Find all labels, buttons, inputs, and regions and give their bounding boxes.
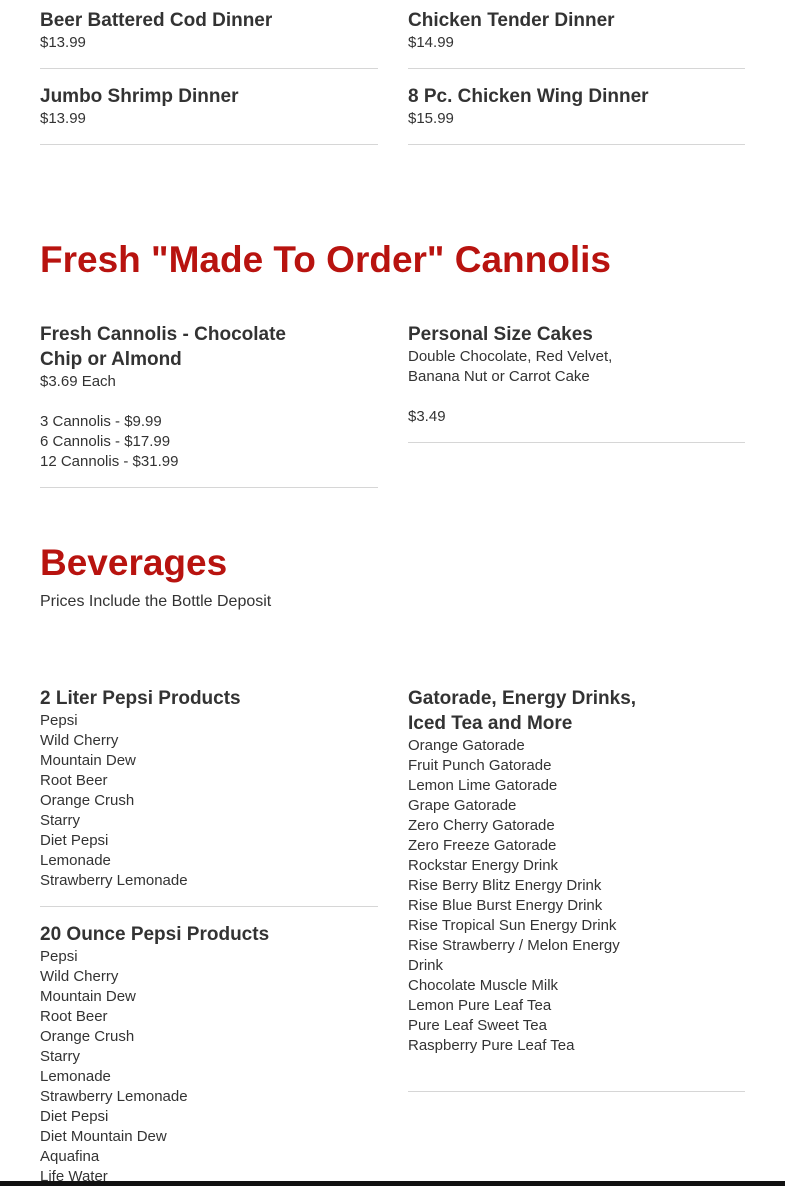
section-subtitle: Prices Include the Bottle Deposit bbox=[40, 593, 272, 610]
item-description-line-2: Banana Nut or Carrot Cake bbox=[408, 368, 590, 385]
item-option: 6 Cannolis - $17.99 bbox=[40, 433, 171, 450]
list-item: Zero Freeze Gatorade bbox=[408, 837, 557, 854]
section-title-beverages: Beverages bbox=[40, 542, 228, 583]
beverage-list bbox=[40, 947, 378, 1181]
list-item: Raspberry Pure Leaf Tea bbox=[408, 1037, 575, 1054]
list-item: Pepsi bbox=[40, 712, 78, 729]
menu-item-gatorade-energy-tea[interactable] bbox=[408, 686, 745, 1056]
beverage-list bbox=[408, 736, 745, 1056]
item-name: 2 Liter Pepsi Products bbox=[40, 688, 241, 709]
item-name: Chicken Tender Dinner bbox=[408, 10, 615, 31]
menu-item-20-ounce-pepsi[interactable] bbox=[40, 922, 378, 1181]
list-item: Rise Berry Blitz Energy Drink bbox=[408, 877, 602, 894]
list-item: Lemon Pure Leaf Tea bbox=[408, 997, 552, 1014]
list-item: Strawberry Lemonade bbox=[40, 1088, 188, 1105]
item-price: $13.99 bbox=[40, 34, 86, 51]
list-item: Rockstar Energy Drink bbox=[408, 857, 559, 874]
item-name: Jumbo Shrimp Dinner bbox=[40, 86, 239, 107]
divider bbox=[40, 144, 378, 145]
beverage-list bbox=[40, 711, 378, 891]
list-item: Orange Crush bbox=[40, 792, 135, 809]
menu-item-chicken-wing-dinner[interactable] bbox=[408, 84, 745, 129]
list-item: Lemon Lime Gatorade bbox=[408, 777, 558, 794]
list-item: Starry bbox=[40, 812, 81, 829]
divider bbox=[40, 906, 378, 907]
list-item: Starry bbox=[40, 1048, 81, 1065]
divider bbox=[408, 68, 745, 69]
bottom-edge-bar bbox=[0, 1181, 785, 1186]
divider bbox=[408, 442, 745, 443]
list-item: Pure Leaf Sweet Tea bbox=[408, 1017, 547, 1034]
list-item: Wild Cherry bbox=[40, 732, 119, 749]
list-item: Zero Cherry Gatorade bbox=[408, 817, 555, 834]
list-item: Lemonade bbox=[40, 1068, 111, 1085]
divider bbox=[40, 68, 378, 69]
item-name-line-2: Chip or Almond bbox=[40, 349, 182, 370]
divider bbox=[408, 144, 745, 145]
list-item: Lemonade bbox=[40, 852, 111, 869]
divider bbox=[408, 1091, 745, 1092]
list-item: Life Water bbox=[40, 1168, 108, 1181]
list-item: Aquafina bbox=[40, 1148, 100, 1165]
list-item: Grape Gatorade bbox=[408, 797, 517, 814]
list-item: Diet Mountain Dew bbox=[40, 1128, 167, 1145]
item-price: $15.99 bbox=[408, 110, 454, 127]
menu-item-fresh-cannolis[interactable] bbox=[40, 322, 378, 472]
list-item: Rise Blue Burst Energy Drink bbox=[408, 897, 603, 914]
list-item: Root Beer bbox=[40, 1008, 108, 1025]
menu-item-jumbo-shrimp-dinner[interactable] bbox=[40, 84, 378, 129]
list-item: Orange Crush bbox=[40, 1028, 135, 1045]
list-item: Diet Pepsi bbox=[40, 832, 109, 849]
list-item: Rise Tropical Sun Energy Drink bbox=[408, 917, 617, 934]
list-item: Rise Strawberry / Melon Energy bbox=[408, 937, 620, 954]
list-item: Pepsi bbox=[40, 948, 78, 965]
list-item: Root Beer bbox=[40, 772, 108, 789]
item-name-line-1: Fresh Cannolis - Chocolate bbox=[40, 324, 286, 345]
item-price: $3.49 bbox=[408, 408, 446, 425]
item-name: Beer Battered Cod Dinner bbox=[40, 10, 273, 31]
menu-item-2-liter-pepsi[interactable] bbox=[40, 686, 378, 891]
item-option: 3 Cannolis - $9.99 bbox=[40, 413, 162, 430]
item-price: $14.99 bbox=[408, 34, 454, 51]
list-item: Wild Cherry bbox=[40, 968, 119, 985]
item-description-line-1: Double Chocolate, Red Velvet, bbox=[408, 348, 613, 365]
item-price: $3.69 Each bbox=[40, 373, 116, 390]
item-price: $13.99 bbox=[40, 110, 86, 127]
item-name: Personal Size Cakes bbox=[408, 324, 593, 345]
section-title-cannolis: Fresh "Made To Order" Cannolis bbox=[40, 239, 611, 280]
list-item: Mountain Dew bbox=[40, 988, 136, 1005]
list-item: Diet Pepsi bbox=[40, 1108, 109, 1125]
divider bbox=[40, 487, 378, 488]
item-name-line-2: Iced Tea and More bbox=[408, 713, 573, 734]
list-item: Chocolate Muscle Milk bbox=[408, 977, 559, 994]
menu-item-personal-size-cakes[interactable] bbox=[408, 322, 745, 427]
list-item: Orange Gatorade bbox=[408, 737, 525, 754]
list-item: Strawberry Lemonade bbox=[40, 872, 188, 889]
list-item: Fruit Punch Gatorade bbox=[408, 757, 552, 774]
menu-item-cod-dinner[interactable] bbox=[40, 8, 378, 53]
item-name-line-1: Gatorade, Energy Drinks, bbox=[408, 688, 637, 709]
item-name: 20 Ounce Pepsi Products bbox=[40, 924, 270, 945]
menu-item-chicken-tender-dinner[interactable] bbox=[408, 8, 745, 53]
item-option: 12 Cannolis - $31.99 bbox=[40, 453, 179, 470]
list-item: Drink bbox=[408, 957, 444, 974]
list-item: Mountain Dew bbox=[40, 752, 136, 769]
item-name: 8 Pc. Chicken Wing Dinner bbox=[408, 86, 649, 107]
